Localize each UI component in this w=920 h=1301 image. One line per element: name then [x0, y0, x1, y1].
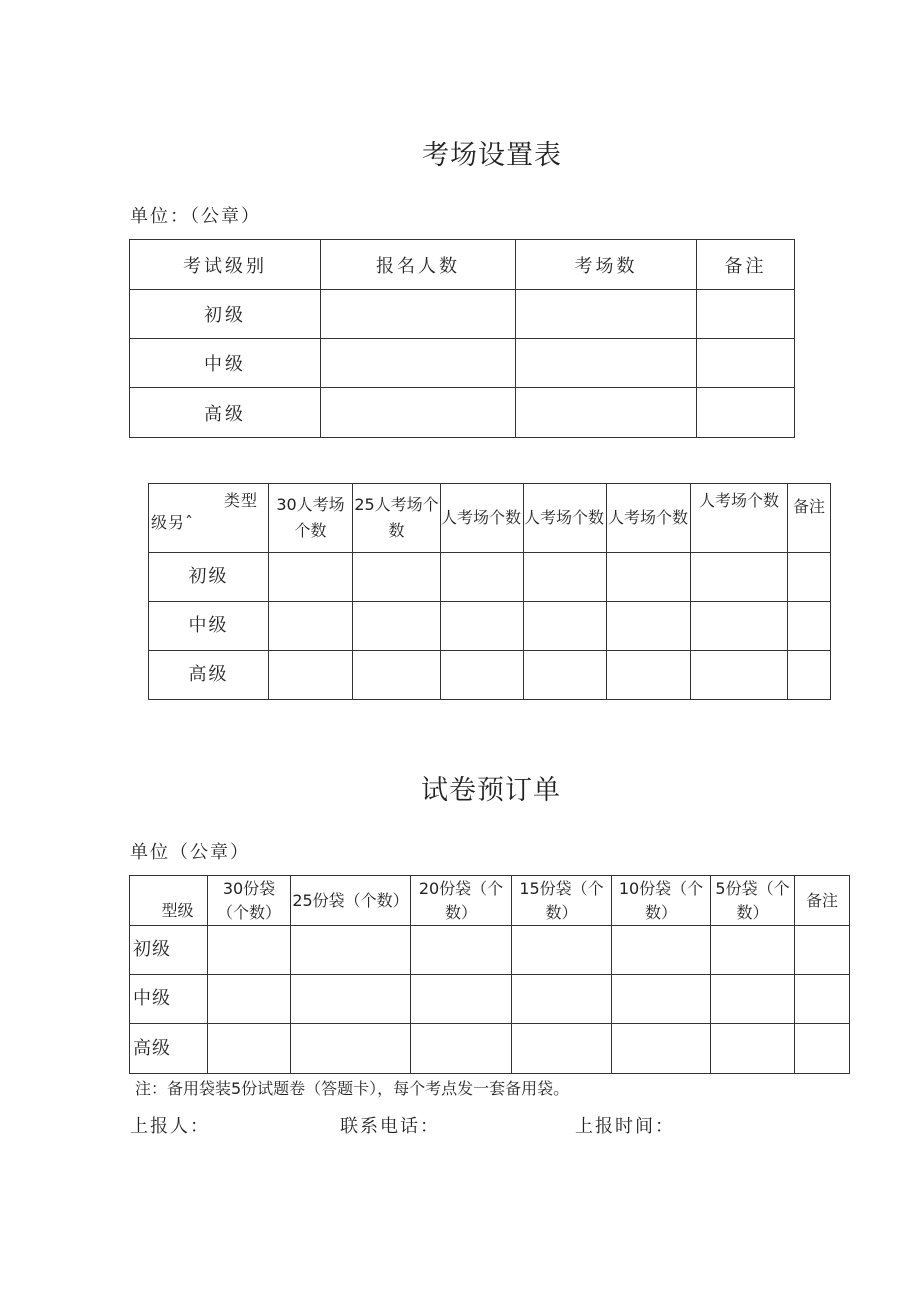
row-label-elementary: 初级: [130, 926, 208, 975]
exam-room-setup-table: [129, 239, 795, 438]
header-custom-rooms-4: 人考场个数: [691, 484, 788, 553]
row-label-advanced: 高级: [130, 388, 321, 438]
header-30-packs: 30份袋（个数）: [208, 876, 291, 926]
unit-seal-label: 单位：（公章）: [130, 206, 261, 227]
table-row: [130, 339, 795, 388]
row-label-elementary: 初级: [130, 290, 321, 339]
backup-pack-note: 注：备用袋装5份试题卷（答题卡），每个考点发一套备用袋。: [135, 1079, 570, 1098]
room-type-table: [148, 483, 831, 700]
header-remarks: 备注: [697, 240, 795, 290]
report-time-label: 上报时间：: [575, 1116, 675, 1137]
corner-level-label: 级另ˆ: [151, 513, 195, 532]
header-10-packs: 10份袋（个数）: [612, 876, 711, 926]
table-row: [130, 290, 795, 339]
row-label-intermediate: 中级: [130, 975, 208, 1024]
reporter-label: 上报人：: [130, 1116, 210, 1137]
row-label-advanced: 高级: [130, 1024, 208, 1074]
header-30-person-rooms: 30人考场个数: [269, 484, 353, 553]
header-exam-level: 考试级别: [130, 240, 321, 290]
row-label-advanced: 高级: [149, 651, 269, 700]
page-title-paper-order: 试卷预订单: [421, 775, 561, 806]
row-label-intermediate: 中级: [130, 339, 321, 388]
header-custom-rooms-3: 人考场个数: [607, 484, 691, 553]
contact-phone-label: 联系电话：: [340, 1116, 440, 1137]
table-row: [130, 1024, 850, 1074]
header-remarks-3: 备注: [795, 876, 850, 926]
header-registration-count: 报名人数: [321, 240, 516, 290]
row-label-elementary: 初级: [149, 553, 269, 602]
row-label-intermediate: 中级: [149, 602, 269, 651]
header-5-packs: 5份袋（个数）: [711, 876, 795, 926]
page-title-exam-room-table: 考场设置表: [422, 140, 562, 171]
corner-level-type-label: 型级: [130, 876, 208, 926]
corner-header-cell: [149, 484, 269, 553]
header-room-count: 考场数: [516, 240, 697, 290]
header-25-packs: 25份袋（个数）: [291, 876, 411, 926]
header-custom-rooms-2: 人考场个数: [524, 484, 607, 553]
header-20-packs: 20份袋（个数）: [411, 876, 512, 926]
unit-seal-label-2: 单位（公章）: [130, 842, 250, 863]
table-row: [130, 926, 850, 975]
table-row: [130, 975, 850, 1024]
header-25-person-rooms: 25人考场个数: [353, 484, 441, 553]
paper-order-table: [129, 875, 850, 1074]
header-custom-rooms-1: 人考场个数: [441, 484, 524, 553]
table-row: [130, 388, 795, 438]
table-row: [149, 553, 831, 602]
corner-type-label: 类型: [223, 491, 258, 510]
header-15-packs: 15份袋（个数）: [512, 876, 612, 926]
table-row: [149, 602, 831, 651]
header-remarks-2: 备注: [788, 484, 831, 553]
table-row: [149, 651, 831, 700]
